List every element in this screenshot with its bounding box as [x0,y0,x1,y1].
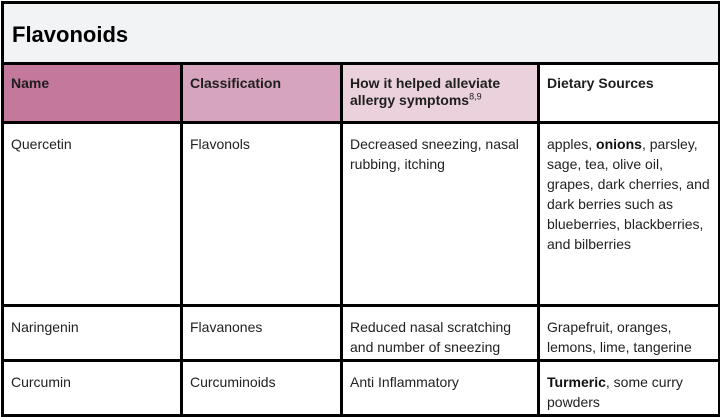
table-row [3,306,720,361]
header-classification [182,64,342,123]
cell-classification: Curcuminoids [182,361,342,416]
table-title: Flavonoids [12,22,129,47]
title-row [3,3,720,64]
cell-dietary-sources [539,306,720,361]
table-row [3,123,720,306]
header-name [3,64,182,123]
cell-classification: Flavanones [182,306,342,361]
header-how-helped-label: How it helped alleviate allergy symptoms [350,75,501,108]
header-how-helped [342,64,539,123]
cell-name: Curcumin [3,361,182,416]
cell-how-helped: Reduced nasal scratching and number of sneezing [342,306,539,361]
cell-dietary-sources [539,361,720,416]
header-dietary-sources-label: Dietary Sources [547,75,654,91]
sources-text: apples, [547,136,597,152]
header-dietary-sources [539,64,720,123]
cell-how-helped: Anti Inflammatory [342,361,539,416]
flavonoids-table [1,1,720,417]
flavonoids-table-container [1,1,718,410]
cell-classification: Flavonols [182,123,342,306]
cell-how-helped: Decreased sneezing, nasal rubbing, itching [342,123,539,306]
sources-text: , some curry powders [547,374,683,410]
sources-bold-text: Turmeric [547,374,606,390]
title-cell [3,3,720,64]
cell-name: Quercetin [3,123,182,306]
sources-text: , parsley, sage, tea, olive oil, grapes, dark cherries, and dark berries such as blueberries, blackberries, and bilberries [547,136,710,252]
cell-dietary-sources [539,123,720,306]
sources-text: Grapefruit, oranges, lemons, lime, tangerine [547,319,692,355]
sources-bold-text: onions [596,136,642,152]
citation-superscript: 8,9 [469,91,482,102]
table-row [3,361,720,416]
cell-name: Naringenin [3,306,182,361]
header-name-label: Name [11,75,50,91]
header-row [3,64,720,123]
header-classification-label: Classification [190,75,282,91]
